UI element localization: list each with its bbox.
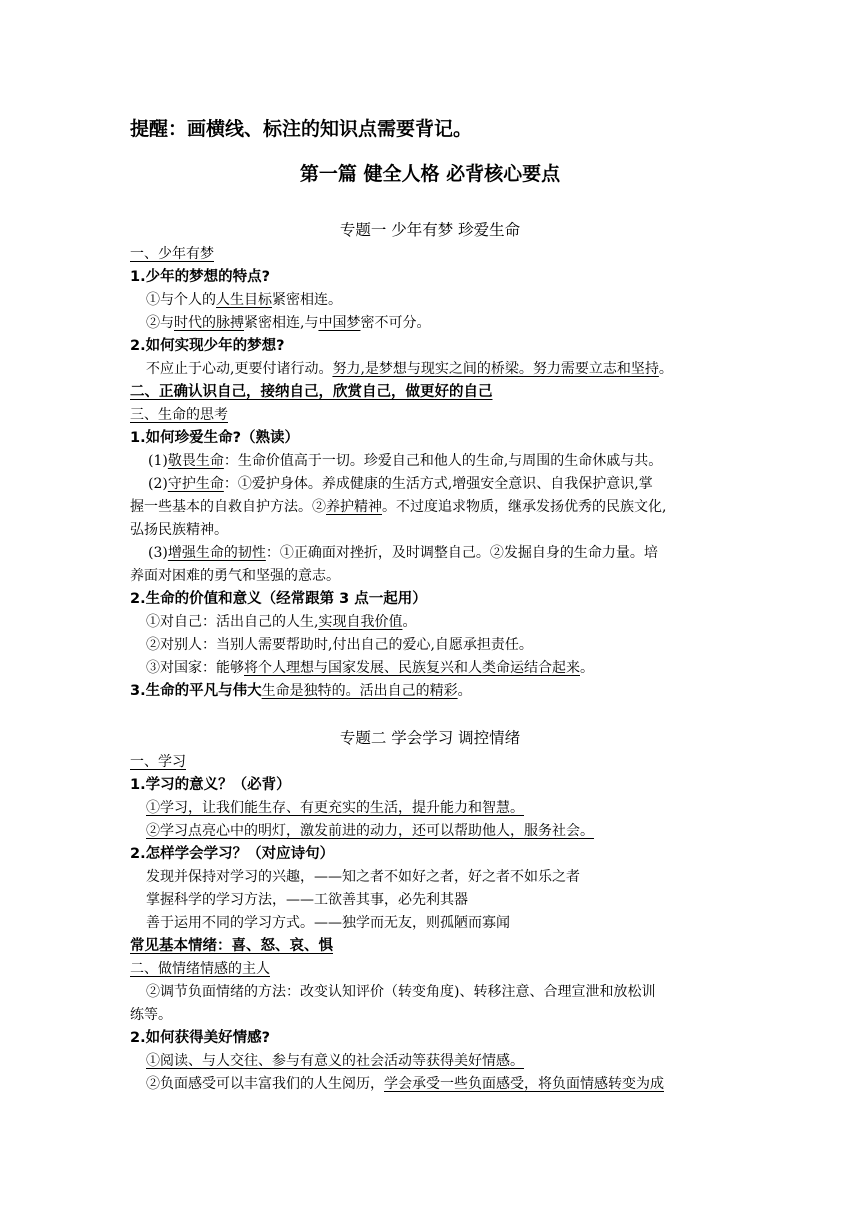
topic2-q1-answer2: ②学习点亮心中的明灯，激发前进的动力，还可以帮助他人，服务社会。 xyxy=(146,823,594,839)
topic2-section1-heading: 一、学习 xyxy=(130,754,186,770)
topic1-q4: 2.生命的价值和意义（经常跟第 3 点一起用） xyxy=(130,591,427,607)
topic1-q4-answer1: ①对自己：活出自己的人生,实现自我价值。 xyxy=(146,614,417,630)
topic2-q4: 2.如何获得美好情感? xyxy=(130,1030,271,1046)
topic2-section2-heading: 二、做情绪情感的主人 xyxy=(130,961,270,977)
document-title: 第一篇 健全人格 必背核心要点 xyxy=(299,163,561,185)
topic1-q3: 1.如何珍爱生命?（熟读） xyxy=(130,430,300,446)
topic1-q5: 3.生命的平凡与伟大生命是独特的。活出自己的精彩。 xyxy=(130,683,472,699)
topic2-q2-answer1: 发现并保持对学习的兴趣，——知之者不如好之者，好之者不如乐之者 xyxy=(146,869,580,885)
topic2-q1-answer1: ①学习，让我们能生存、有更充实的生活，提升能力和智慧。 xyxy=(146,800,524,816)
topic1-section2-heading: 二、正确认识自己，接纳自己，欣赏自己，做更好的自己 xyxy=(130,384,493,400)
topic1-q3-point2-line3: 弘扬民族精神。 xyxy=(130,522,228,538)
topic1-q4-answer3: ③对国家：能够将个人理想与国家发展、民族复兴和人类命运结合起来。 xyxy=(146,660,594,676)
topic1-q1-answer2: ②与时代的脉搏紧密相连,与中国梦密不可分。 xyxy=(146,315,431,331)
topic2-q3-line2: 练等。 xyxy=(130,1007,172,1023)
topic2-q2-answer2: 掌握科学的学习方法，——工欲善其事，必先利其器 xyxy=(146,892,468,908)
topic2-q2-answer3: 善于运用不同的学习方式。——独学而无友，则孤陋而寡闻 xyxy=(146,915,510,931)
topic2-q4-answer2: ②负面感受可以丰富我们的人生阅历，学会承受一些负面感受，将负面情感转变为成 xyxy=(146,1076,664,1092)
topic1-q3-point2-line2: 握一些基本的自救自护方法。②养护精神。不过度追求物质，继承发扬优秀的民族文化, xyxy=(130,499,667,515)
reminder-note: 提醒：画横线、标注的知识点需要背记。 xyxy=(130,118,473,140)
topic2-q3-line1: ②调节负面情绪的方法：改变认知评价（转变角度)、转移注意、合理宣泄和放松训 xyxy=(146,984,656,1000)
topic2-q4-answer1: ①阅读、与人交往、参与有意义的社会活动等获得美好情感。 xyxy=(146,1053,524,1069)
topic1-q4-answer2: ②对别人：当别人需要帮助时,付出自己的爱心,自愿承担责任。 xyxy=(146,637,533,653)
topic1-q3-point1: (1)敬畏生命：生命价值高于一切。珍爱自己和他人的生命,与周围的生命休戚与共。 xyxy=(148,453,663,469)
topic1-section3-heading: 三、生命的思考 xyxy=(130,407,228,423)
topic1-q1: 1.少年的梦想的特点? xyxy=(130,269,271,285)
topic2-q1: 1.学习的意义？（必背） xyxy=(130,777,291,793)
topic1-title: 专题一 少年有梦 珍爱生命 xyxy=(339,221,521,239)
topic1-q3-point3-line2: 养面对困难的勇气和坚强的意志。 xyxy=(130,568,340,584)
topic1-section1-heading: 一、少年有梦 xyxy=(130,246,214,262)
topic2-title: 专题二 学会学习 调控情绪 xyxy=(339,729,521,747)
topic2-q2: 2.怎样学会学习？（对应诗句） xyxy=(130,846,335,862)
topic1-q3-point2: (2)守护生命：①爱护身体。养成健康的生活方式,增强安全意识、自我保护意识,掌 xyxy=(148,476,653,492)
topic2-emotions-line: 常见基本情绪：喜、怒、哀、惧 xyxy=(130,938,333,954)
topic1-q2: 2.如何实现少年的梦想? xyxy=(130,338,285,354)
topic1-q1-answer1: ①与个人的人生目标紧密相连。 xyxy=(146,292,342,308)
topic1-q2-answer: 不应止于心动,更要付诸行动。努力,是梦想与现实之间的桥梁。努力需要立志和坚持。 xyxy=(146,361,673,377)
topic1-q3-point3: (3)增强生命的韧性：①正确面对挫折，及时调整自己。②发掘自身的生命力量。培 xyxy=(148,545,658,561)
